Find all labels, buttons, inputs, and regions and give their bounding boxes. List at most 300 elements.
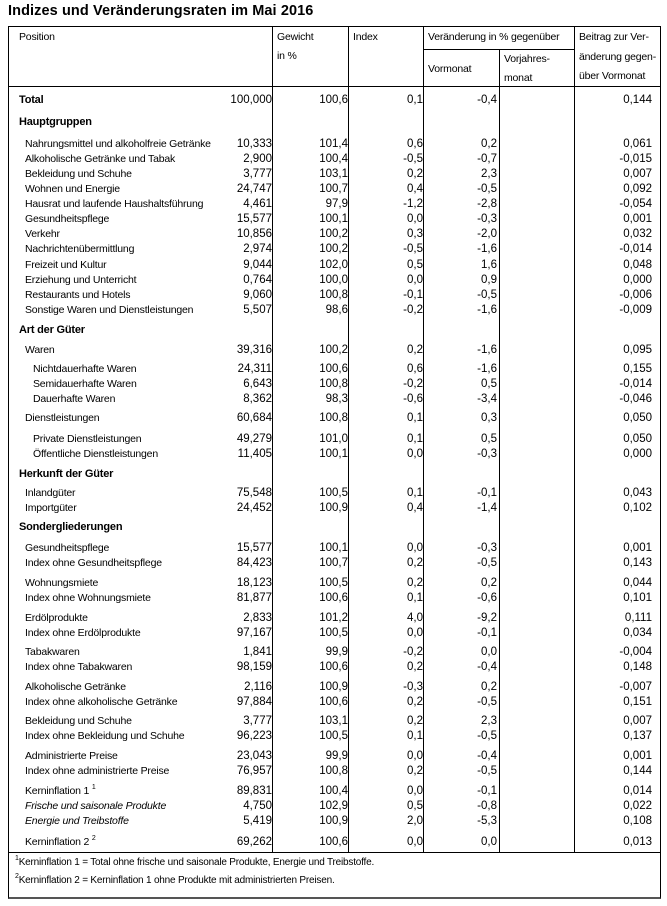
cell-vorjahr: -3,4 bbox=[477, 393, 497, 405]
section-heading-row bbox=[9, 520, 661, 535]
table-row bbox=[9, 541, 661, 556]
cell-index: 100,6 bbox=[319, 696, 348, 708]
cell-vormonat: -0,2 bbox=[403, 378, 423, 390]
header-vorjahr-line2: monat bbox=[504, 72, 533, 84]
cell-gewicht: 10,333 bbox=[236, 138, 272, 150]
cell-vormonat: -0,2 bbox=[403, 304, 423, 316]
row-label-text: Nichtdauerhafte Waren bbox=[33, 363, 137, 375]
row-label bbox=[25, 784, 96, 799]
row-label-text: Administrierte Preise bbox=[25, 750, 118, 762]
table-row bbox=[9, 556, 661, 571]
cell-gewicht: 3,777 bbox=[243, 168, 272, 180]
table-row bbox=[9, 486, 661, 501]
cell-vormonat: 0,1 bbox=[407, 412, 423, 424]
table-row bbox=[9, 392, 661, 407]
cell-vormonat: 0,2 bbox=[407, 661, 423, 673]
cell-vorjahr: -0,4 bbox=[477, 94, 497, 106]
row-label-text: Index ohne Wohnungsmiete bbox=[25, 592, 151, 604]
header-gewicht bbox=[277, 28, 314, 66]
row-label bbox=[25, 303, 193, 318]
cell-index: 97,9 bbox=[325, 198, 348, 210]
row-label-text: Kerninflation 2 bbox=[25, 836, 90, 848]
row-label-text: Art der Güter bbox=[19, 324, 85, 336]
cell-index: 100,0 bbox=[319, 274, 348, 286]
cell-vormonat: 0,1 bbox=[407, 592, 423, 604]
header-veraenderung: Veränderung in % gegenüber bbox=[428, 31, 560, 43]
cell-beitrag: 0,032 bbox=[623, 228, 652, 240]
table-row bbox=[9, 729, 661, 744]
row-label-text: Energie und Treibstoffe bbox=[25, 815, 129, 827]
header-vorjahr bbox=[504, 50, 550, 88]
cell-beitrag: -0,014 bbox=[619, 243, 652, 255]
cell-vormonat: 4,0 bbox=[407, 612, 423, 624]
cell-gewicht: 5,507 bbox=[243, 304, 272, 316]
cell-vormonat: 0,4 bbox=[407, 183, 423, 195]
row-label-text: Bekleidung und Schuhe bbox=[25, 168, 132, 180]
table-row bbox=[9, 288, 661, 303]
cell-gewicht: 3,777 bbox=[243, 715, 272, 727]
cell-index: 100,5 bbox=[319, 730, 348, 742]
cell-vormonat: 2,0 bbox=[407, 815, 423, 827]
cell-vormonat: -0,3 bbox=[403, 681, 423, 693]
row-label-text: Restaurants und Hotels bbox=[25, 289, 131, 301]
cell-vorjahr: 2,3 bbox=[481, 715, 497, 727]
cell-beitrag: 0,000 bbox=[623, 448, 652, 460]
table-row bbox=[9, 814, 661, 829]
table-row bbox=[9, 303, 661, 318]
table-row bbox=[9, 242, 661, 257]
header-beitrag-line3: über Vormonat bbox=[579, 70, 646, 82]
cell-vorjahr: 0,0 bbox=[481, 646, 497, 658]
cell-vormonat: 0,2 bbox=[407, 577, 423, 589]
cell-vormonat: 0,0 bbox=[407, 274, 423, 286]
cell-beitrag: 0,137 bbox=[623, 730, 652, 742]
cell-vorjahr: -0,8 bbox=[477, 800, 497, 812]
cell-index: 100,5 bbox=[319, 627, 348, 639]
cell-gewicht: 15,577 bbox=[236, 213, 272, 225]
row-label-text: Frische und saisonale Produkte bbox=[25, 800, 167, 812]
table-row bbox=[9, 660, 661, 675]
row-label-text: Öffentliche Dienstleistungen bbox=[33, 448, 158, 460]
cell-vorjahr: 0,5 bbox=[481, 433, 497, 445]
row-label bbox=[25, 182, 120, 197]
cell-index: 100,9 bbox=[319, 815, 348, 827]
footnote-divider bbox=[9, 852, 661, 853]
cell-index: 100,2 bbox=[319, 344, 348, 356]
row-label bbox=[25, 501, 77, 516]
table-row bbox=[9, 227, 661, 242]
cell-index: 103,1 bbox=[319, 168, 348, 180]
row-label bbox=[25, 273, 136, 288]
cell-beitrag: 0,050 bbox=[623, 412, 652, 424]
cell-index: 102,9 bbox=[319, 800, 348, 812]
cell-beitrag: 0,108 bbox=[623, 815, 652, 827]
cell-gewicht: 84,423 bbox=[236, 557, 272, 569]
footnote-2 bbox=[15, 875, 335, 886]
row-label-text: Erziehung und Unterricht bbox=[25, 274, 137, 286]
cell-beitrag: 0,144 bbox=[623, 94, 652, 106]
cell-index: 100,5 bbox=[319, 577, 348, 589]
row-label bbox=[25, 591, 151, 606]
row-label bbox=[25, 343, 55, 358]
cell-vormonat: 0,2 bbox=[407, 765, 423, 777]
row-label bbox=[25, 814, 129, 829]
cell-vorjahr: -0,5 bbox=[477, 289, 497, 301]
cell-index: 101,2 bbox=[319, 612, 348, 624]
cell-index: 99,9 bbox=[325, 750, 348, 762]
row-label bbox=[25, 645, 80, 660]
row-label-text: Index ohne Erdölprodukte bbox=[25, 627, 141, 639]
cell-vorjahr: 0,2 bbox=[481, 577, 497, 589]
table-row bbox=[9, 835, 661, 850]
cell-vorjahr: 0,2 bbox=[481, 138, 497, 150]
cell-gewicht: 60,684 bbox=[236, 412, 272, 424]
header-beitrag-line1: Beitrag zur Ver- bbox=[579, 31, 649, 43]
cell-index: 100,9 bbox=[319, 681, 348, 693]
cell-gewicht: 24,311 bbox=[237, 363, 272, 375]
row-label bbox=[25, 212, 109, 227]
cell-vorjahr: -0,1 bbox=[477, 627, 497, 639]
cell-vormonat: 0,2 bbox=[407, 557, 423, 569]
cell-gewicht: 11,405 bbox=[237, 448, 272, 460]
cell-beitrag: 0,013 bbox=[623, 836, 652, 848]
cell-vormonat: 0,0 bbox=[407, 627, 423, 639]
row-label-text: Inlandgüter bbox=[25, 487, 76, 499]
cell-vormonat: 0,2 bbox=[407, 344, 423, 356]
cell-index: 100,1 bbox=[319, 448, 348, 460]
cell-beitrag: 0,111 bbox=[624, 612, 652, 624]
cell-vormonat: 0,1 bbox=[407, 730, 423, 742]
table-row bbox=[9, 273, 661, 288]
row-label bbox=[33, 432, 141, 447]
table-row bbox=[9, 695, 661, 710]
cell-vormonat: 0,0 bbox=[407, 213, 423, 225]
cell-gewicht: 76,957 bbox=[236, 765, 272, 777]
cell-gewicht: 75,548 bbox=[236, 487, 272, 499]
section-heading-row bbox=[9, 467, 661, 482]
cell-beitrag: -0,004 bbox=[619, 646, 652, 658]
section-heading-row bbox=[9, 115, 661, 130]
row-label bbox=[33, 447, 158, 462]
table-row bbox=[9, 197, 661, 212]
row-label bbox=[25, 626, 140, 641]
header-beitrag bbox=[579, 28, 656, 87]
cell-index: 100,6 bbox=[319, 661, 348, 673]
row-label-text: Kerninflation 1 bbox=[25, 785, 90, 797]
row-label-text: Herkunft der Güter bbox=[19, 468, 114, 480]
table-row bbox=[9, 152, 661, 167]
footnote-1-mark: 1 bbox=[15, 855, 19, 862]
cell-gewicht: 9,060 bbox=[243, 289, 272, 301]
cell-index: 100,4 bbox=[319, 785, 348, 797]
cell-index: 100,4 bbox=[319, 153, 348, 165]
row-label-text: Alkoholische Getränke und Tabak bbox=[25, 153, 176, 165]
row-label bbox=[33, 377, 137, 392]
row-label-text: Dauerhafte Waren bbox=[33, 393, 116, 405]
cell-beitrag: 0,092 bbox=[623, 183, 652, 195]
cell-gewicht: 1,841 bbox=[243, 646, 272, 658]
row-label bbox=[19, 93, 43, 108]
header-vormonat: Vormonat bbox=[428, 63, 472, 75]
cell-beitrag: 0,034 bbox=[623, 627, 652, 639]
cell-vorjahr: -1,6 bbox=[477, 304, 497, 316]
cell-beitrag: 0,155 bbox=[623, 363, 652, 375]
cell-vormonat: 0,0 bbox=[407, 750, 423, 762]
table-row bbox=[9, 167, 661, 182]
cell-vormonat: 0,1 bbox=[407, 94, 423, 106]
table-row bbox=[9, 749, 661, 764]
cell-gewicht: 97,884 bbox=[236, 696, 272, 708]
row-label bbox=[25, 695, 177, 710]
row-label-text: Bekleidung und Schuhe bbox=[25, 715, 132, 727]
table-row bbox=[9, 501, 661, 516]
cell-vormonat: 0,0 bbox=[407, 836, 423, 848]
cell-gewicht: 23,043 bbox=[236, 750, 272, 762]
table-row bbox=[9, 784, 661, 799]
cell-index: 100,1 bbox=[319, 542, 348, 554]
row-label bbox=[25, 764, 169, 779]
cell-index: 100,1 bbox=[319, 213, 348, 225]
cell-index: 98,6 bbox=[325, 304, 348, 316]
cell-vormonat: 0,6 bbox=[407, 363, 423, 375]
cell-vorjahr: -0,4 bbox=[477, 750, 497, 762]
cell-vorjahr: 2,3 bbox=[481, 168, 497, 180]
cell-vorjahr: -0,5 bbox=[477, 730, 497, 742]
cell-vorjahr: -0,3 bbox=[477, 448, 497, 460]
cell-vormonat: -0,5 bbox=[403, 153, 423, 165]
cell-index: 100,6 bbox=[319, 592, 348, 604]
cell-vormonat: 0,1 bbox=[407, 433, 423, 445]
row-label bbox=[25, 197, 203, 212]
cell-beitrag: 0,061 bbox=[623, 138, 652, 150]
cell-gewicht: 9,044 bbox=[243, 259, 272, 271]
cell-gewicht: 4,461 bbox=[243, 198, 272, 210]
row-label-text: Sondergliederungen bbox=[19, 521, 123, 533]
table-row bbox=[9, 680, 661, 695]
cell-vorjahr: -0,6 bbox=[477, 592, 497, 604]
row-label bbox=[25, 411, 99, 426]
cell-vormonat: 0,5 bbox=[407, 800, 423, 812]
cell-beitrag: -0,014 bbox=[619, 378, 652, 390]
row-label bbox=[25, 152, 175, 167]
cell-gewicht: 6,643 bbox=[243, 378, 272, 390]
row-label-text: Index ohne Gesundheitspflege bbox=[25, 557, 162, 569]
cell-index: 102,0 bbox=[319, 259, 348, 271]
section-heading bbox=[19, 467, 113, 482]
row-label-text: Index ohne administrierte Preise bbox=[25, 765, 170, 777]
cell-vormonat: 0,0 bbox=[407, 785, 423, 797]
cell-beitrag: 0,000 bbox=[623, 274, 652, 286]
row-label-text: Freizeit und Kultur bbox=[25, 259, 107, 271]
cell-gewicht: 97,167 bbox=[236, 627, 272, 639]
cell-beitrag: 0,144 bbox=[623, 765, 652, 777]
cell-vormonat: -0,2 bbox=[403, 646, 423, 658]
cell-beitrag: 0,001 bbox=[623, 542, 652, 554]
row-label-text: Wohnen und Energie bbox=[25, 183, 120, 195]
row-label bbox=[33, 392, 115, 407]
cell-vorjahr: -0,3 bbox=[477, 542, 497, 554]
cell-vorjahr: -0,4 bbox=[477, 661, 497, 673]
cell-beitrag: -0,054 bbox=[619, 198, 652, 210]
table-row bbox=[9, 447, 661, 462]
cell-gewicht: 2,974 bbox=[243, 243, 272, 255]
row-label-text: Dienstleistungen bbox=[25, 412, 100, 424]
cell-beitrag: -0,015 bbox=[619, 153, 652, 165]
cell-vorjahr: -0,3 bbox=[477, 213, 497, 225]
header-index: Index bbox=[353, 31, 378, 43]
cell-index: 100,8 bbox=[319, 412, 348, 424]
cell-vorjahr: -1,6 bbox=[477, 363, 497, 375]
cell-vorjahr: -2,0 bbox=[477, 228, 497, 240]
cell-vorjahr: -0,7 bbox=[477, 153, 497, 165]
cell-index: 101,4 bbox=[319, 138, 348, 150]
table-row bbox=[9, 343, 661, 358]
cell-index: 100,6 bbox=[319, 363, 348, 375]
table-row bbox=[9, 611, 661, 626]
row-label-text: Nahrungsmittel und alkoholfreie Getränke bbox=[25, 138, 211, 150]
cell-vorjahr: -1,6 bbox=[477, 344, 497, 356]
cell-vormonat: 0,1 bbox=[407, 487, 423, 499]
cell-gewicht: 98,159 bbox=[236, 661, 272, 673]
cell-beitrag: 0,014 bbox=[623, 785, 652, 797]
cell-gewicht: 96,223 bbox=[236, 730, 272, 742]
table-row bbox=[9, 432, 661, 447]
cell-vormonat: 0,2 bbox=[407, 715, 423, 727]
cell-vormonat: 0,4 bbox=[407, 502, 423, 514]
table-row bbox=[9, 377, 661, 392]
table-row bbox=[9, 93, 661, 108]
cell-gewicht: 10,856 bbox=[236, 228, 272, 240]
table-row bbox=[9, 591, 661, 606]
header-subdivider bbox=[423, 49, 574, 50]
cell-vorjahr: -0,1 bbox=[477, 487, 497, 499]
cell-index: 100,8 bbox=[319, 378, 348, 390]
footnote-1-text: Kerninflation 1 = Total ohne frische und saisonale Produkte, Energie und Treibstoffe. bbox=[18, 857, 375, 868]
cell-gewicht: 15,577 bbox=[236, 542, 272, 554]
cell-index: 100,7 bbox=[319, 557, 348, 569]
row-label-text: Index ohne Bekleidung und Schuhe bbox=[25, 730, 185, 742]
table-row bbox=[9, 137, 661, 152]
cell-vorjahr: -0,5 bbox=[477, 765, 497, 777]
cell-index: 98,3 bbox=[325, 393, 348, 405]
cell-index: 103,1 bbox=[319, 715, 348, 727]
cell-vormonat: -0,6 bbox=[403, 393, 423, 405]
cell-vorjahr: -0,1 bbox=[477, 785, 497, 797]
cell-vormonat: -0,1 bbox=[403, 289, 423, 301]
cell-index: 100,8 bbox=[319, 765, 348, 777]
cell-gewicht: 24,747 bbox=[236, 183, 272, 195]
cell-index: 100,6 bbox=[319, 94, 348, 106]
row-label bbox=[25, 167, 132, 182]
table-row bbox=[9, 645, 661, 660]
cell-beitrag: 0,001 bbox=[623, 213, 652, 225]
row-label-text: Hausrat und laufende Haushaltsführung bbox=[25, 198, 204, 210]
cell-gewicht: 2,116 bbox=[244, 681, 272, 693]
cell-vorjahr: -0,5 bbox=[477, 696, 497, 708]
row-label-text: Gesundheitspflege bbox=[25, 542, 110, 554]
cell-gewicht: 18,123 bbox=[236, 577, 272, 589]
cell-gewicht: 0,764 bbox=[243, 274, 272, 286]
cell-vorjahr: 0,3 bbox=[481, 412, 497, 424]
cell-index: 100,5 bbox=[319, 487, 348, 499]
row-label bbox=[25, 680, 126, 695]
table-row bbox=[9, 626, 661, 641]
cell-vormonat: -0,5 bbox=[403, 243, 423, 255]
cell-vorjahr: 0,2 bbox=[481, 681, 497, 693]
cell-index: 100,2 bbox=[319, 243, 348, 255]
cell-beitrag: 0,050 bbox=[623, 433, 652, 445]
cell-gewicht: 4,750 bbox=[243, 800, 272, 812]
row-label bbox=[25, 227, 60, 242]
row-label-text: Importgüter bbox=[25, 502, 77, 514]
section-heading bbox=[19, 115, 92, 130]
row-label-text: Erdölprodukte bbox=[25, 612, 88, 624]
section-heading bbox=[19, 520, 122, 535]
row-label bbox=[25, 242, 134, 257]
row-label bbox=[25, 541, 109, 556]
cell-gewicht: 2,833 bbox=[243, 612, 272, 624]
header-gewicht-line2: in % bbox=[277, 50, 297, 62]
table-row bbox=[9, 799, 661, 814]
cell-beitrag: 0,095 bbox=[623, 344, 652, 356]
header-vorjahr-line1: Vorjahres- bbox=[504, 53, 550, 65]
cell-gewicht: 2,900 bbox=[243, 153, 272, 165]
cell-gewicht: 49,279 bbox=[236, 433, 272, 445]
row-label bbox=[25, 486, 75, 501]
row-label-text: Wohnungsmiete bbox=[25, 577, 99, 589]
row-label-text: Alkoholische Getränke bbox=[25, 681, 126, 693]
cell-vormonat: 0,6 bbox=[407, 138, 423, 150]
cell-vorjahr: -1,6 bbox=[477, 243, 497, 255]
cell-vorjahr: -1,4 bbox=[477, 502, 497, 514]
footnote-2-mark: 2 bbox=[15, 873, 19, 880]
cell-vormonat: 0,2 bbox=[407, 168, 423, 180]
cell-vormonat: 0,3 bbox=[407, 228, 423, 240]
cell-vormonat: 0,2 bbox=[407, 696, 423, 708]
row-label bbox=[25, 576, 98, 591]
table-row bbox=[9, 576, 661, 591]
cell-beitrag: 0,102 bbox=[623, 502, 652, 514]
header-gewicht-line1: Gewicht bbox=[277, 31, 314, 43]
cell-gewicht: 24,452 bbox=[236, 502, 272, 514]
footnote-reference: 2 bbox=[91, 835, 96, 842]
cell-gewicht: 89,831 bbox=[236, 785, 272, 797]
cell-beitrag: 0,101 bbox=[623, 592, 652, 604]
footnote-2-text: Kerninflation 2 = Kerninflation 1 ohne Produkte mit administrierten Preisen. bbox=[18, 875, 335, 886]
cell-index: 100,2 bbox=[319, 228, 348, 240]
cell-index: 100,9 bbox=[319, 502, 348, 514]
cell-beitrag: -0,046 bbox=[619, 393, 652, 405]
row-label bbox=[25, 749, 118, 764]
row-label bbox=[25, 288, 130, 303]
cell-vorjahr: -2,8 bbox=[477, 198, 497, 210]
cell-vorjahr: -9,2 bbox=[477, 612, 497, 624]
row-label bbox=[25, 714, 132, 729]
header-position: Position bbox=[19, 31, 55, 43]
table-row bbox=[9, 212, 661, 227]
cell-vorjahr: -0,5 bbox=[477, 557, 497, 569]
table-row bbox=[9, 411, 661, 426]
footnote-1 bbox=[15, 857, 374, 868]
cell-beitrag: 0,007 bbox=[623, 168, 652, 180]
row-label-text: Index ohne Tabakwaren bbox=[25, 661, 133, 673]
row-label-text: Private Dienstleistungen bbox=[33, 433, 142, 445]
cell-index: 100,8 bbox=[319, 289, 348, 301]
row-label bbox=[25, 258, 106, 273]
table-row bbox=[9, 182, 661, 197]
header-beitrag-line2: änderung gegen- bbox=[579, 50, 656, 63]
cell-gewicht: 8,362 bbox=[243, 393, 272, 405]
